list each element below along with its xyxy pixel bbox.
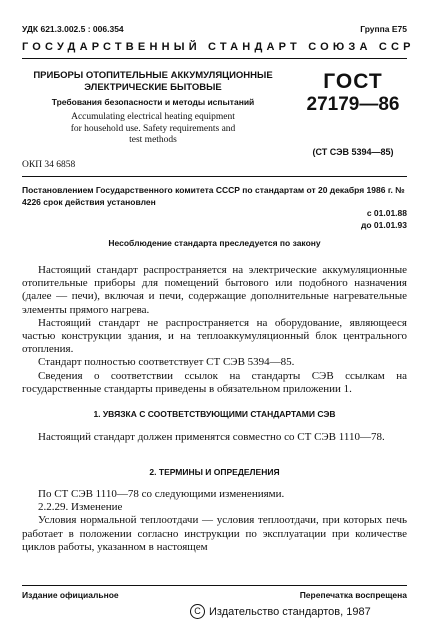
section-2-text [22, 488, 407, 554]
header-rule [22, 58, 407, 59]
official-edition-label: Издание официальное [22, 590, 119, 600]
copyright-icon: C [190, 604, 205, 619]
section-2-paragraph-2: 2.2.29. Изменение [38, 501, 123, 514]
english-title-line-2: for household use. Safety requirements and [70, 123, 236, 134]
copyright-line [190, 604, 371, 619]
intro-paragraph-1: Настоящий стандарт распространяется на электрические аккумуляционные отопительные приборы для помещений бытового или подобного назначения (далее — печи), включая и печи, содержащие дополнительные нагревательные элементы прямого нагрева. [22, 264, 407, 316]
copyright-text: Издательство стандартов, 1987 [209, 605, 371, 618]
gost-designation [296, 71, 410, 117]
date-to: до 01.01.93 [360, 220, 407, 230]
intro-text [22, 264, 407, 396]
decree-text: Постановлением Государственного комитета СССР по стандартам от 20 декабря 1986 г. № 4226 срок действия установлен [22, 185, 405, 207]
gost-label: ГОСТ [323, 70, 383, 93]
legal-notice: Несоблюдение стандарта преследуется по закону [108, 238, 321, 248]
intro-paragraph-3: Стандарт полностью соответствует СТ СЭВ 5394—85. [38, 356, 295, 369]
title-line-2: ЭЛЕКТРИЧЕСКИЕ БЫТОВЫЕ [84, 82, 222, 93]
csev-reference: (СТ СЭВ 5394—85) [312, 147, 394, 157]
section-2-paragraph-1: По СТ СЭВ 1110—78 со следующими изменениями. [38, 488, 285, 500]
title-line-1: ПРИБОРЫ ОТОПИТЕЛЬНЫЕ АККУМУЛЯЦИОННЫЕ [33, 70, 273, 81]
reprint-prohibited-label: Перепечатка воспрещена [299, 590, 407, 600]
standard-header: ГОСУДАРСТВЕННЫЙ СТАНДАРТ СОЮЗА ССР [22, 41, 415, 53]
english-title [22, 112, 284, 147]
title-rule [22, 176, 407, 177]
okp-code: ОКП 34 6858 [22, 160, 76, 170]
section-1-paragraph-1: Настоящий стандарт должен применятся совместно со СТ СЭВ 1110—78. [38, 431, 385, 443]
section-2-title: 2. ТЕРМИНЫ И ОПРЕДЕЛЕНИЯ [149, 467, 280, 477]
intro-paragraph-4: Сведения о соответствии ссылок на стандарты СЭВ ссылкам на государственные стандарты приведены в обязательном приложении 1. [22, 369, 407, 395]
gost-number: 27179—86 [306, 94, 400, 115]
date-from: с 01.01.88 [366, 208, 407, 218]
section-1-text [22, 431, 407, 444]
udk-code: УДК 621.3.002.5 : 006.354 [22, 24, 124, 34]
intro-paragraph-2: Настоящий стандарт не распространяется на оборудование, являющееся частью конструкции здания, и на теплоаккумуляционный блок центрального отопления. [22, 316, 407, 356]
document-subtitle: Требования безопасности и методы испытаний [51, 97, 255, 107]
section-1-title: 1. УВЯЗКА С СООТВЕТСТВУЮЩИМИ СТАНДАРТАМИ СЭВ [93, 409, 336, 419]
english-title-line-1: Accumulating electrical heating equipment [71, 112, 235, 122]
english-title-line-3: test methods [129, 135, 177, 145]
section-2-paragraph-3: Условия нормальной теплоотдачи — условия теплоотдачи, при которых печь работает в положении согласно инструкции по эксплуатации при количестве циклов работы, указанном в настоящем [22, 514, 407, 553]
group-code: Группа Е75 [360, 24, 407, 34]
document-title [22, 70, 284, 94]
footer-rule [22, 585, 407, 586]
